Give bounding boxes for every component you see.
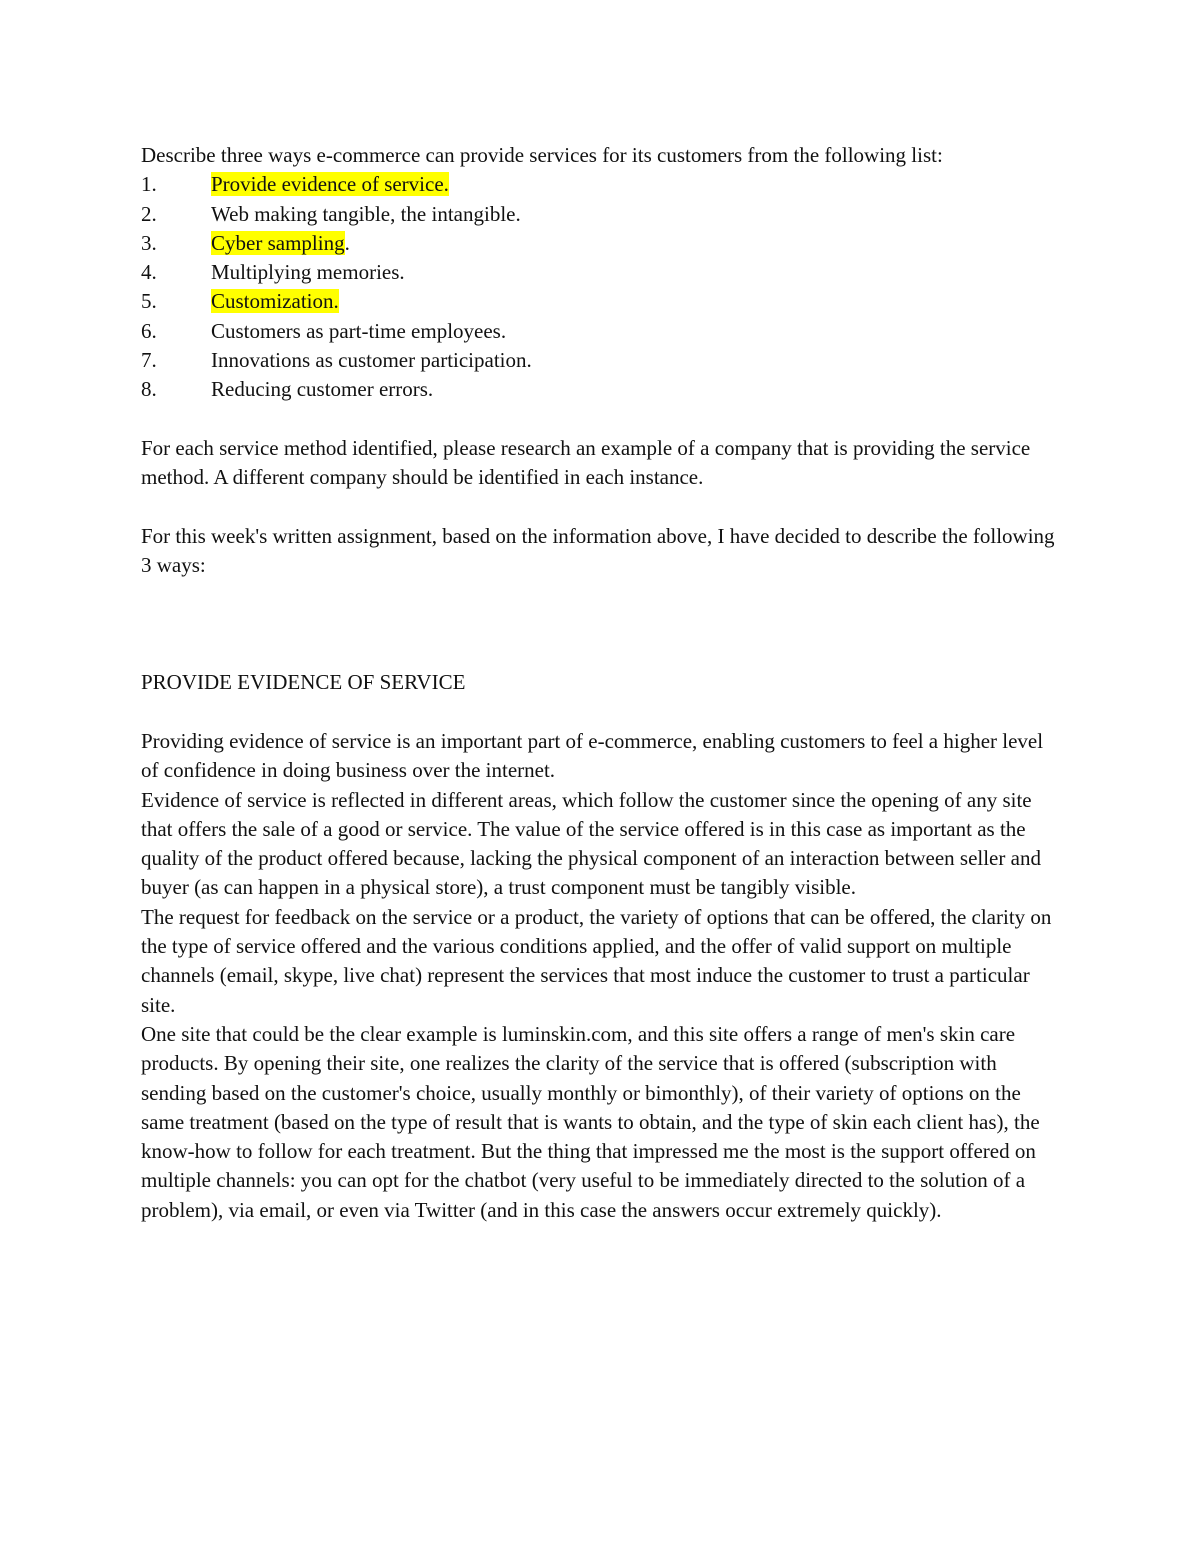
section-paragraph: One site that could be the clear example is luminskin.com, and this site offers a range of men's skin care products. By opening their site, one realizes the clarity of the service that is offered (subscription with sending based on the customer's choice, usually monthly or bimonthly), of their variety of options on the same treatment (based on the type of result that is wants to obtain, and the type of skin each client has), the know-how to follow for each treatment. But the thing that impressed me the most is the support offered on multiple channels: you can opt for the chatbot (very useful to be immediately directed to the solution of a problem), via email, or even via Twitter (and in this case the answers occur extremely quickly). [141, 1021, 1040, 1222]
list-item [141, 346, 1061, 375]
list-item-number: 5. [141, 289, 157, 314]
blank-line [141, 698, 1061, 727]
list-item [141, 170, 1061, 199]
blank-line [141, 405, 1061, 434]
list-item-number: 6. [141, 318, 157, 343]
list-item [141, 317, 1061, 346]
list-item-number: 1. [141, 172, 157, 197]
list-item-number: 3. [141, 230, 157, 255]
intro-paragraph: Describe three ways e-commerce can provide services for its customers from the following list: [141, 143, 943, 167]
list-item [141, 287, 1061, 316]
list-item-text [211, 170, 449, 199]
list-item-number: 2. [141, 201, 157, 226]
highlighted-text: Customization. [211, 289, 339, 314]
list-item-text: Customers as part-time employees. [211, 318, 507, 343]
highlighted-text: Provide evidence of service. [211, 172, 449, 197]
highlighted-text: Cyber sampling [211, 230, 345, 255]
list-item-text: Multiplying memories. [211, 260, 405, 285]
service-methods-list [141, 170, 1061, 404]
blank-lines [141, 580, 1061, 639]
list-item-number: 8. [141, 377, 157, 402]
list-item-number: 7. [141, 348, 157, 373]
section-paragraph: Evidence of service is reflected in different areas, which follow the customer since the opening of any site that offers the sale of a good or service. The value of the service offered is in this case as important as the quality of the product offered because, lacking the physical component of an interaction between seller and buyer (as can happen in a physical store), a trust component must be tangibly visible. [141, 787, 1041, 900]
research-instruction-paragraph: For each service method identified, please research an example of a company that is providing the service method. A different company should be identified in each instance. [141, 435, 1031, 490]
document-body [141, 141, 1061, 1225]
section-paragraph: The request for feedback on the service or a product, the variety of options that can be offered, the clarity on the type of service offered and the various conditions applied, and the offer of valid support on multiple channels (email, skype, live chat) represent the services that most induce the customer to trust a particular site. [141, 904, 1052, 1017]
blank-line [141, 639, 1061, 668]
list-item-text: Reducing customer errors. [211, 377, 434, 402]
list-item-text: Innovations as customer participation. [211, 348, 532, 373]
list-item [141, 258, 1061, 287]
list-item [141, 375, 1061, 404]
list-item-text [211, 229, 350, 258]
section-heading: PROVIDE EVIDENCE OF SERVICE [141, 670, 466, 695]
list-item-text: Web making tangible, the intangible. [211, 201, 521, 226]
list-item [141, 229, 1061, 258]
assignment-statement-paragraph: For this week's written assignment, based on the information above, I have decided to describe the following 3 ways: [141, 523, 1055, 578]
section-paragraph: Providing evidence of service is an important part of e-commerce, enabling customers to feel a higher level of confidence in doing business over the internet. [141, 728, 1044, 783]
list-item [141, 200, 1061, 229]
blank-line [141, 493, 1061, 522]
list-item-suffix: . [344, 230, 350, 255]
list-item-text [211, 287, 339, 316]
list-item-number: 4. [141, 260, 157, 285]
